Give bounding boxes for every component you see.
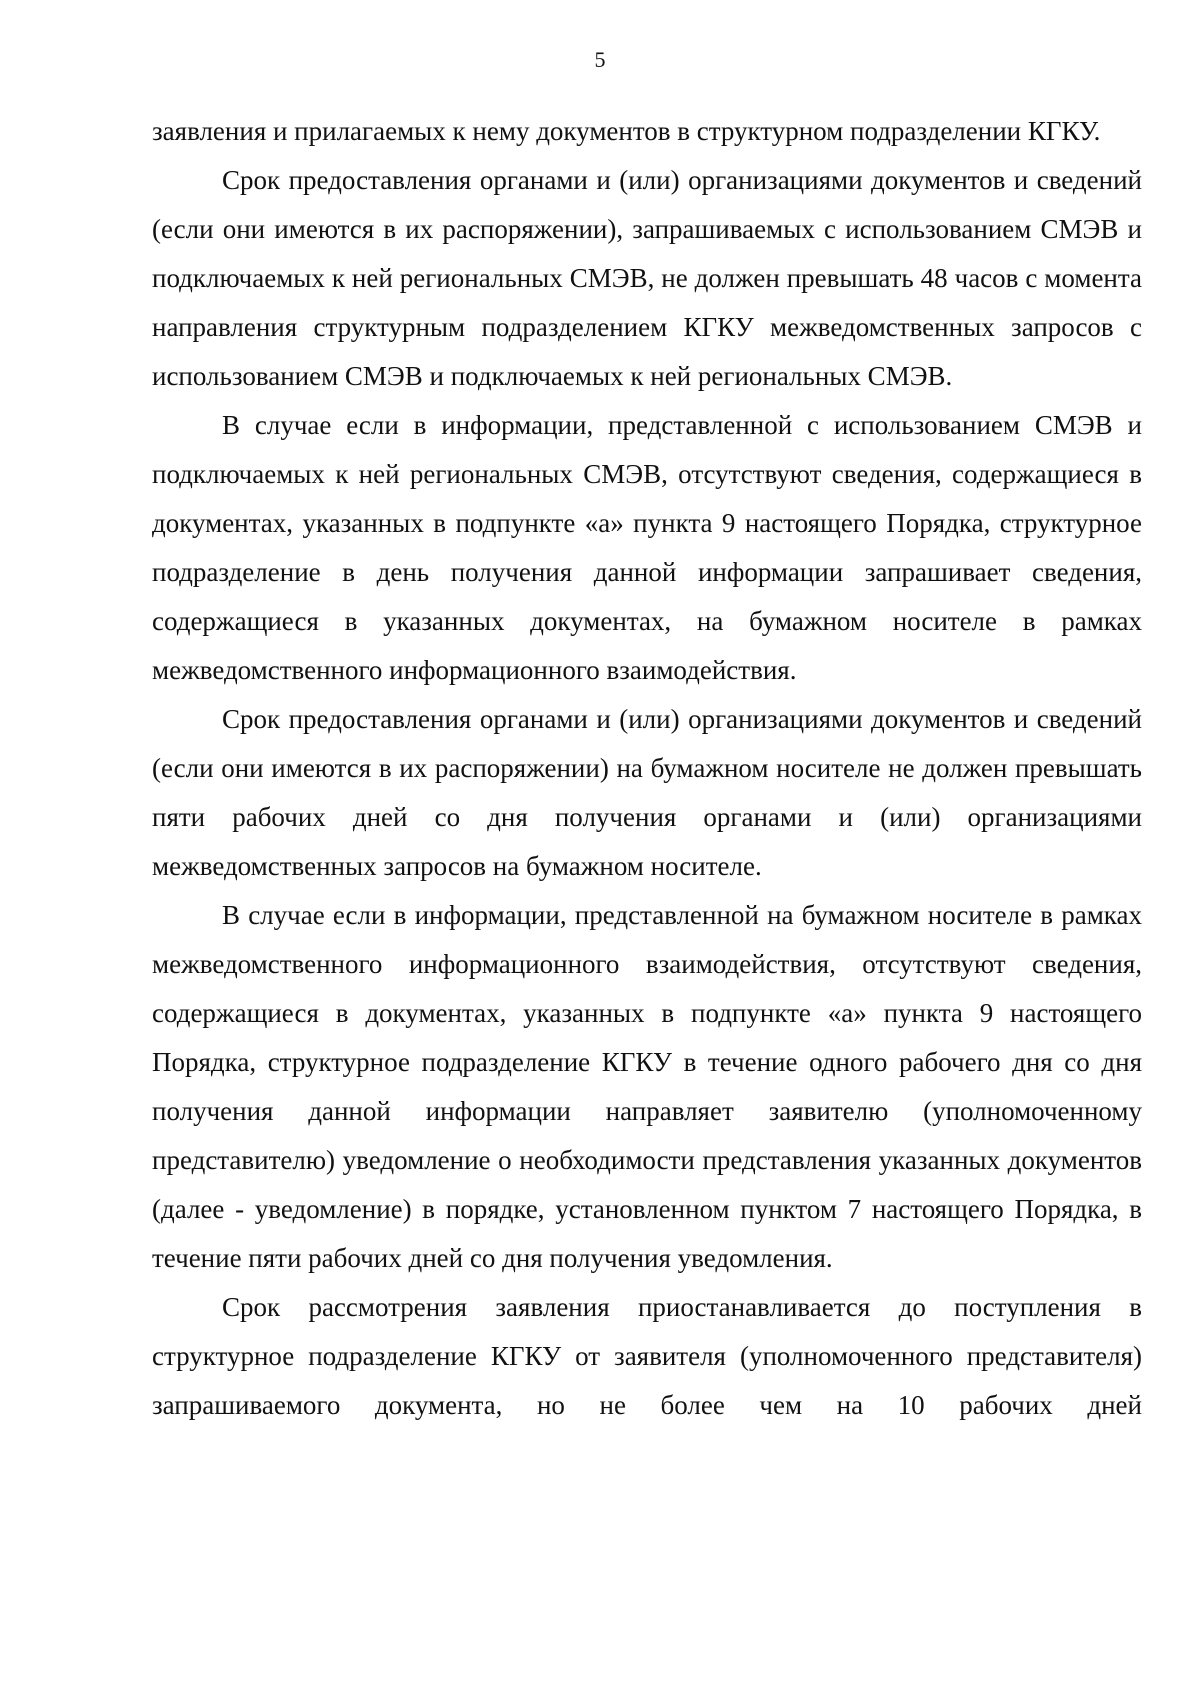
- paragraph-continuation: заявления и прилагаемых к нему документов в структурном подразделении КГКУ.: [152, 116, 1101, 146]
- paragraph-missing-info-smev: В случае если в информации, представленной с использованием СМЭВ и подключаемых к ней региональных СМЭВ, отсутствуют сведения, содержащиеся в документах, указанных в подпункте «а» пункта 9 настоящего Порядка, структурное подразделение в день получения данной информации запрашивает сведения, содержащиеся в указанных документах, на бумажном носителе в рамках межведомственного информационного взаимодействия.: [152, 410, 1142, 685]
- paragraph-suspension: Срок рассмотрения заявления приостанавливается до поступления в структурное подразделение КГКУ от заявителя (уполномоченного представителя) запрашиваемого документа, но не более чем на 10 рабочих дней: [152, 1292, 1142, 1420]
- paragraph-smev-deadline: Срок предоставления органами и (или) организациями документов и сведений (если они имеются в их распоряжении), запрашиваемых с использованием СМЭВ и подключаемых к ней региональных СМЭВ, не должен превышать 48 часов с момента направления структурным подразделением КГКУ межведомственных запросов с использованием СМЭВ и подключаемых к ней региональных СМЭВ.: [152, 165, 1142, 391]
- page-number: 5: [594, 47, 606, 72]
- document-body: [152, 107, 1142, 1430]
- paragraph-missing-info-paper: В случае если в информации, представленной на бумажном носителе в рамках межведомственного информационного взаимодействия, отсутствуют сведения, содержащиеся в документах, указанных в подпункте «а» пункта 9 настоящего Порядка, структурное подразделение КГКУ в течение одного рабочего дня со дня получения данной информации направляет заявителю (уполномоченному представителю) уведомление о необходимости представления указанных документов (далее - уведомление) в порядке, установленном пунктом 7 настоящего Порядка, в течение пяти рабочих дней со дня получения уведомления.: [152, 900, 1142, 1273]
- paragraph-paper-deadline: Срок предоставления органами и (или) организациями документов и сведений (если они имеются в их распоряжении) на бумажном носителе не должен превышать пяти рабочих дней со дня получения органами и (или) организациями межведомственных запросов на бумажном носителе.: [152, 704, 1142, 881]
